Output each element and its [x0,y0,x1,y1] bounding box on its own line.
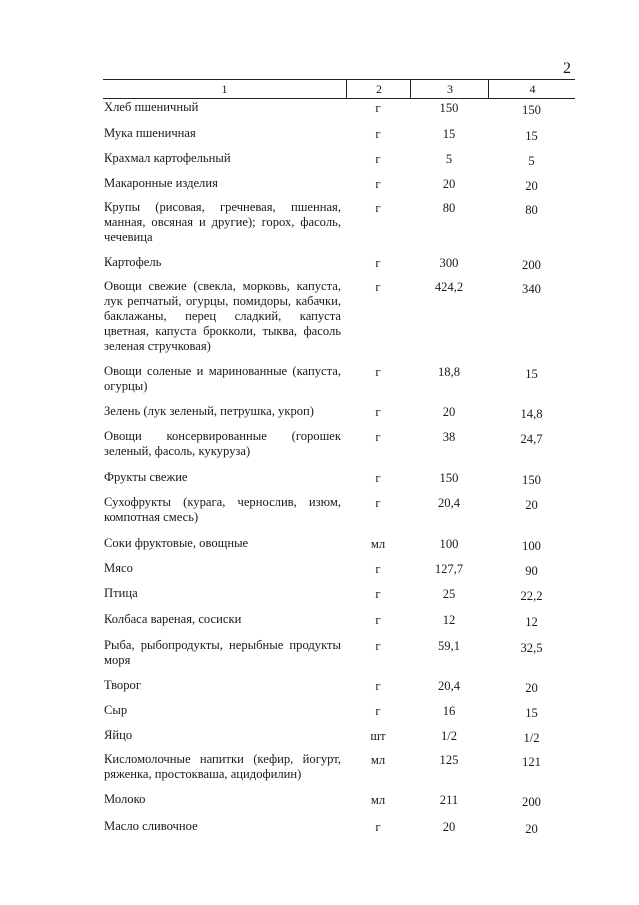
table-row [0,533,639,558]
table-row [0,609,639,635]
table-row [0,725,639,749]
value-col-4: 32,5 [520,641,543,655]
value-col-3: 16 [442,704,456,718]
value-col-3: 25 [442,587,456,601]
value-col-3: 20 [442,405,456,419]
value-col-3: 127,7 [434,562,464,576]
unit-cell: г [375,177,381,191]
product-name: Соки фруктовые, овощные [104,536,249,550]
table-row [0,675,639,700]
value-col-4: 20 [525,179,538,193]
unit-cell: г [375,365,381,379]
product-name: Рыба, рыбопродукты, нерыбные продукты моря [104,638,341,667]
unit-cell: г [375,127,381,141]
product-name: Хлеб пшеничный [104,100,199,114]
value-col-4: 22,2 [520,589,543,603]
value-col-4: 20 [525,498,538,512]
product-name: Овощи соленые и маринованные (капуста, огурцы) [104,364,341,393]
unit-cell: г [375,471,381,485]
value-col-3: 12 [442,613,456,627]
product-name: Колбаса вареная, сосиски [104,612,242,626]
value-col-4: 20 [525,681,538,695]
table-row [0,749,639,789]
value-col-3: 300 [439,256,459,270]
value-col-3: 211 [439,793,459,807]
value-col-4: 20 [525,822,538,836]
table-row [0,148,639,173]
value-col-3: 150 [439,471,459,485]
value-col-3: 424,2 [434,280,464,294]
value-col-3: 150 [439,101,459,115]
product-name: Молоко [104,792,146,806]
unit-cell: г [375,152,381,166]
table-row [0,123,639,148]
value-col-4: 1/2 [523,731,540,745]
value-col-4: 150 [522,103,541,117]
table-row [0,97,639,123]
product-name: Сыр [104,703,128,717]
table-row [0,361,639,401]
unit-cell: г [375,405,381,419]
unit-cell: шт [370,729,386,743]
table-row [0,173,639,197]
table-row [0,635,639,675]
table-row [0,252,639,276]
value-col-4: 200 [522,795,541,809]
product-name: Сухофрукты (курага, чернослив, изюм, компотная смесь) [104,495,341,524]
table-row [0,558,639,583]
unit-cell: г [375,201,381,215]
unit-cell: г [375,101,381,115]
value-col-3: 38 [442,430,456,444]
product-name: Крупы (рисовая, гречневая, пшенная, манная, овсяная и другие); горох, фасоль, чечевица [104,200,341,244]
unit-cell: г [375,820,381,834]
product-name: Масло сливочное [104,819,198,833]
value-col-3: 15 [442,127,456,141]
unit-cell: мл [370,537,386,551]
table-row [0,789,639,816]
unit-cell: г [375,613,381,627]
value-col-4: 340 [522,282,541,296]
header-col-3: 3 [410,80,489,98]
value-col-3: 20 [442,820,456,834]
value-col-4: 200 [522,258,541,272]
value-col-4: 15 [525,129,538,143]
table-header [103,79,575,99]
product-name: Зелень (лук зеленый, петрушка, укроп) [104,404,314,418]
table-row [0,700,639,725]
product-name: Мука пшеничная [104,126,196,140]
value-col-3: 5 [445,152,453,166]
product-name: Мясо [104,561,133,575]
page-number: 2 [563,60,571,77]
table-row [0,816,639,842]
value-col-4: 15 [525,367,538,381]
header-col-4: 4 [488,80,576,98]
value-col-3: 18,8 [437,365,461,379]
product-name: Овощи свежие (свекла, морковь, капуста, лук репчатый, огурцы, помидоры, кабачки, баклажаны, перец сладкий, капуста цветная, капуста брокколи, тыква, фасоль зеленая стручковая) [104,279,341,353]
table-row [0,492,639,533]
table-row [0,401,639,426]
value-col-3: 20 [442,177,456,191]
unit-cell: г [375,587,381,601]
product-name: Овощи консервированные (горошек зеленый, фасоль, кукуруза) [104,429,341,458]
product-name: Фрукты свежие [104,470,188,484]
unit-cell: мл [370,753,386,767]
table-row [0,426,639,467]
table-row [0,583,639,609]
unit-cell: г [375,679,381,693]
value-col-4: 121 [522,755,541,769]
unit-cell: г [375,430,381,444]
product-name: Птица [104,586,138,600]
value-col-4: 90 [525,564,538,578]
value-col-4: 80 [525,203,538,217]
unit-cell: г [375,496,381,510]
table-row [0,197,639,252]
product-name: Кисломолочные напитки (кефир, йогурт, ряженка, простокваша, ацидофилин) [104,752,341,781]
value-col-3: 20,4 [437,496,461,510]
unit-cell: мл [370,793,386,807]
product-name: Макаронные изделия [104,176,218,190]
value-col-4: 15 [525,706,538,720]
product-name: Картофель [104,255,162,269]
table-row [0,467,639,492]
value-col-4: 24,7 [520,432,543,446]
value-col-4: 150 [522,473,541,487]
header-col-1: 1 [221,82,228,96]
value-col-4: 14,8 [520,407,543,421]
unit-cell: г [375,704,381,718]
unit-cell: г [375,639,381,653]
unit-cell: г [375,562,381,576]
value-col-3: 80 [442,201,456,215]
product-name: Творог [104,678,141,692]
unit-cell: г [375,256,381,270]
value-col-3: 1/2 [440,729,458,743]
value-col-3: 20,4 [437,679,461,693]
product-name: Яйцо [104,728,133,742]
value-col-4: 100 [522,539,541,553]
table-body [0,97,639,842]
table-row [0,276,639,361]
value-col-3: 125 [439,753,459,767]
value-col-4: 12 [525,615,538,629]
unit-cell: г [375,280,381,294]
header-col-2: 2 [346,80,411,98]
product-name: Крахмал картофельный [104,151,231,165]
value-col-3: 59,1 [437,639,461,653]
value-col-3: 100 [439,537,459,551]
value-col-4: 5 [528,154,535,168]
